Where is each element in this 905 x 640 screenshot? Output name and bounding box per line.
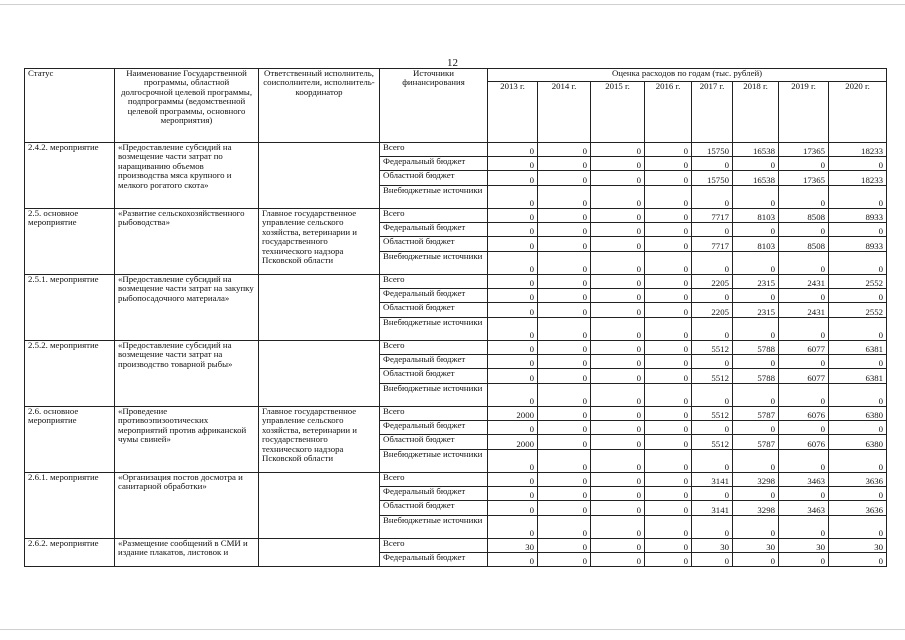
value-cell: 0	[645, 384, 692, 407]
value-cell: 0	[538, 384, 591, 407]
value-cell: 0	[829, 289, 887, 303]
value-cell: 0	[591, 355, 645, 369]
group-responsible	[259, 539, 380, 567]
value-cell: 0	[538, 252, 591, 275]
value-cell: 0	[591, 539, 645, 553]
value-cell: 5788	[733, 341, 779, 355]
source-label: Федеральный бюджет	[380, 421, 488, 435]
value-cell: 0	[488, 501, 538, 516]
value-cell: 0	[733, 487, 779, 501]
value-cell: 0	[538, 318, 591, 341]
value-cell: 0	[488, 318, 538, 341]
value-cell: 0	[591, 143, 645, 157]
value-cell: 2431	[779, 275, 829, 289]
value-cell: 0	[645, 487, 692, 501]
value-cell: 30	[779, 539, 829, 553]
value-cell: 0	[645, 318, 692, 341]
value-cell: 0	[488, 223, 538, 237]
value-cell: 0	[645, 516, 692, 539]
value-cell: 0	[779, 553, 829, 567]
value-cell: 7717	[692, 237, 733, 252]
value-cell: 6380	[829, 435, 887, 450]
value-cell: 0	[829, 355, 887, 369]
table-row	[25, 407, 887, 421]
value-cell: 0	[733, 186, 779, 209]
value-cell: 0	[829, 318, 887, 341]
source-label: Всего	[380, 143, 488, 157]
header-year: 2020 г.	[829, 82, 887, 143]
value-cell: 0	[538, 473, 591, 487]
source-label: Федеральный бюджет	[380, 223, 488, 237]
value-cell: 0	[591, 341, 645, 355]
value-cell: 0	[488, 487, 538, 501]
value-cell: 0	[829, 384, 887, 407]
value-cell: 0	[488, 355, 538, 369]
value-cell: 6076	[779, 407, 829, 421]
value-cell: 0	[779, 157, 829, 171]
value-cell: 18233	[829, 171, 887, 186]
source-label: Всего	[380, 407, 488, 421]
value-cell: 0	[488, 143, 538, 157]
value-cell: 0	[538, 369, 591, 384]
value-cell: 0	[733, 318, 779, 341]
value-cell: 0	[733, 355, 779, 369]
value-cell: 5787	[733, 435, 779, 450]
value-cell: 0	[645, 157, 692, 171]
source-label: Областной бюджет	[380, 435, 488, 450]
value-cell: 3636	[829, 501, 887, 516]
group-name: «Предоставление субсидий на возмещение части затрат на закупку рыбопосадочного материала»	[115, 275, 259, 341]
value-cell: 0	[591, 275, 645, 289]
source-label: Областной бюджет	[380, 501, 488, 516]
header-year: 2016 г.	[645, 82, 692, 143]
value-cell: 6077	[779, 369, 829, 384]
value-cell: 0	[692, 186, 733, 209]
value-cell: 0	[645, 539, 692, 553]
value-cell: 2552	[829, 303, 887, 318]
value-cell: 0	[538, 186, 591, 209]
value-cell: 16538	[733, 143, 779, 157]
value-cell: 0	[591, 186, 645, 209]
value-cell: 0	[692, 355, 733, 369]
value-cell: 0	[645, 237, 692, 252]
value-cell: 3141	[692, 501, 733, 516]
value-cell: 0	[645, 289, 692, 303]
value-cell: 8933	[829, 209, 887, 223]
value-cell: 0	[591, 318, 645, 341]
source-label: Федеральный бюджет	[380, 355, 488, 369]
value-cell: 0	[591, 407, 645, 421]
value-cell: 3636	[829, 473, 887, 487]
value-cell: 0	[591, 516, 645, 539]
value-cell: 0	[733, 450, 779, 473]
table-row	[25, 143, 887, 157]
value-cell: 0	[645, 407, 692, 421]
group-name: «Размещение сообщений в СМИ и издание плакатов, листовок и	[115, 539, 259, 567]
value-cell: 0	[488, 289, 538, 303]
value-cell: 0	[591, 303, 645, 318]
group-status: 2.5.2. мероприятие	[25, 341, 115, 407]
group-responsible	[259, 341, 380, 407]
value-cell: 0	[645, 252, 692, 275]
header-year: 2017 г.	[692, 82, 733, 143]
value-cell: 0	[591, 171, 645, 186]
group-responsible	[259, 275, 380, 341]
value-cell: 0	[488, 421, 538, 435]
value-cell: 0	[488, 516, 538, 539]
value-cell: 2205	[692, 275, 733, 289]
header-sources: Источники финансирования	[380, 69, 488, 143]
value-cell: 8103	[733, 237, 779, 252]
value-cell: 7717	[692, 209, 733, 223]
value-cell: 0	[733, 157, 779, 171]
group-status: 2.4.2. мероприятие	[25, 143, 115, 209]
header-year: 2019 г.	[779, 82, 829, 143]
value-cell: 2205	[692, 303, 733, 318]
value-cell: 0	[488, 473, 538, 487]
value-cell: 0	[829, 516, 887, 539]
value-cell: 8933	[829, 237, 887, 252]
value-cell: 0	[692, 384, 733, 407]
value-cell: 0	[829, 487, 887, 501]
value-cell: 0	[733, 384, 779, 407]
value-cell: 15750	[692, 143, 733, 157]
group-name: «Проведение противоэпизоотических мероприятий против африканской чумы свиней»	[115, 407, 259, 473]
value-cell: 0	[645, 223, 692, 237]
value-cell: 0	[591, 289, 645, 303]
value-cell: 0	[779, 252, 829, 275]
value-cell: 0	[591, 252, 645, 275]
value-cell: 0	[645, 341, 692, 355]
value-cell: 0	[645, 186, 692, 209]
group-name: «Предоставление субсидий на возмещение части затрат по наращиванию объемов производства мяса крупного и мелкого рогатого скота»	[115, 143, 259, 209]
group-responsible	[259, 473, 380, 539]
value-cell: 5512	[692, 369, 733, 384]
value-cell: 3298	[733, 473, 779, 487]
value-cell: 0	[733, 252, 779, 275]
value-cell: 0	[591, 369, 645, 384]
value-cell: 0	[779, 450, 829, 473]
source-label: Областной бюджет	[380, 171, 488, 186]
value-cell: 2552	[829, 275, 887, 289]
value-cell: 0	[488, 209, 538, 223]
value-cell: 0	[488, 384, 538, 407]
scan-edge-top	[0, 4, 905, 5]
value-cell: 0	[645, 450, 692, 473]
value-cell: 0	[733, 516, 779, 539]
value-cell: 0	[829, 252, 887, 275]
value-cell: 0	[779, 487, 829, 501]
value-cell: 0	[779, 289, 829, 303]
value-cell: 0	[779, 384, 829, 407]
scan-edge-bottom	[0, 629, 905, 630]
value-cell: 0	[538, 539, 591, 553]
header-status: Статус	[25, 69, 115, 143]
value-cell: 30	[692, 539, 733, 553]
value-cell: 0	[692, 157, 733, 171]
value-cell: 0	[591, 223, 645, 237]
value-cell: 0	[692, 223, 733, 237]
page-number: 12	[447, 57, 458, 69]
value-cell: 0	[538, 487, 591, 501]
source-label: Областной бюджет	[380, 303, 488, 318]
value-cell: 0	[692, 289, 733, 303]
value-cell: 0	[488, 157, 538, 171]
value-cell: 3298	[733, 501, 779, 516]
value-cell: 0	[645, 435, 692, 450]
value-cell: 30	[733, 539, 779, 553]
value-cell: 0	[591, 450, 645, 473]
value-cell: 6381	[829, 369, 887, 384]
value-cell: 6380	[829, 407, 887, 421]
value-cell: 0	[538, 435, 591, 450]
source-label: Всего	[380, 539, 488, 553]
group-status: 2.6. основное мероприятие	[25, 407, 115, 473]
value-cell: 0	[692, 553, 733, 567]
value-cell: 0	[538, 355, 591, 369]
value-cell: 0	[488, 171, 538, 186]
group-name: «Развитие сельскохозяйственного рыбоводства»	[115, 209, 259, 275]
value-cell: 0	[591, 501, 645, 516]
value-cell: 0	[488, 553, 538, 567]
source-label: Внебюджетные источники	[380, 516, 488, 539]
value-cell: 0	[692, 421, 733, 435]
value-cell: 0	[645, 473, 692, 487]
value-cell: 3463	[779, 473, 829, 487]
value-cell: 0	[591, 435, 645, 450]
value-cell: 0	[692, 516, 733, 539]
table-row	[25, 473, 887, 487]
value-cell: 0	[779, 186, 829, 209]
value-cell: 0	[591, 553, 645, 567]
value-cell: 0	[645, 421, 692, 435]
group-responsible	[259, 143, 380, 209]
value-cell: 5787	[733, 407, 779, 421]
value-cell: 0	[779, 223, 829, 237]
value-cell: 0	[488, 275, 538, 289]
group-status: 2.6.1. мероприятие	[25, 473, 115, 539]
header-name: Наименование Государственной программы, областной долгосрочной целевой программы, подпрограммы (ведомственной целевой программы, основного мероприятия)	[115, 69, 259, 143]
header-responsible: Ответственный исполнитель, соисполнители, исполнитель-координатор	[259, 69, 380, 143]
value-cell: 8508	[779, 209, 829, 223]
header-year: 2014 г.	[538, 82, 591, 143]
value-cell: 0	[829, 157, 887, 171]
value-cell: 30	[829, 539, 887, 553]
value-cell: 18233	[829, 143, 887, 157]
value-cell: 5788	[733, 369, 779, 384]
value-cell: 0	[779, 355, 829, 369]
value-cell: 0	[779, 318, 829, 341]
header-year: 2013 г.	[488, 82, 538, 143]
value-cell: 3141	[692, 473, 733, 487]
value-cell: 0	[591, 421, 645, 435]
value-cell: 0	[645, 553, 692, 567]
value-cell: 2315	[733, 275, 779, 289]
value-cell: 0	[538, 407, 591, 421]
source-label: Внебюджетные источники	[380, 318, 488, 341]
value-cell: 0	[733, 421, 779, 435]
source-label: Всего	[380, 341, 488, 355]
value-cell: 0	[538, 143, 591, 157]
value-cell: 0	[779, 516, 829, 539]
value-cell: 0	[692, 252, 733, 275]
value-cell: 2431	[779, 303, 829, 318]
source-label: Всего	[380, 473, 488, 487]
value-cell: 5512	[692, 407, 733, 421]
value-cell: 0	[591, 237, 645, 252]
value-cell: 0	[645, 355, 692, 369]
value-cell: 0	[488, 303, 538, 318]
value-cell: 0	[538, 275, 591, 289]
value-cell: 0	[538, 171, 591, 186]
value-cell: 0	[538, 516, 591, 539]
value-cell: 0	[488, 450, 538, 473]
value-cell: 0	[538, 450, 591, 473]
value-cell: 0	[692, 318, 733, 341]
value-cell: 2000	[488, 435, 538, 450]
expenditure-table	[24, 68, 887, 567]
value-cell: 0	[779, 421, 829, 435]
value-cell: 0	[692, 450, 733, 473]
value-cell: 6076	[779, 435, 829, 450]
value-cell: 2315	[733, 303, 779, 318]
value-cell: 17365	[779, 143, 829, 157]
source-label: Областной бюджет	[380, 237, 488, 252]
table-row	[25, 341, 887, 355]
value-cell: 0	[538, 157, 591, 171]
value-cell: 5512	[692, 341, 733, 355]
value-cell: 0	[692, 487, 733, 501]
value-cell: 0	[645, 369, 692, 384]
value-cell: 0	[829, 421, 887, 435]
value-cell: 0	[645, 143, 692, 157]
value-cell: 2000	[488, 407, 538, 421]
value-cell: 0	[829, 553, 887, 567]
value-cell: 17365	[779, 171, 829, 186]
source-label: Внебюджетные источники	[380, 252, 488, 275]
value-cell: 0	[829, 223, 887, 237]
group-responsible: Главное государственное управление сельского хозяйства, ветеринарии и государственного технического надзора Псковской области	[259, 407, 380, 473]
value-cell: 0	[645, 501, 692, 516]
value-cell: 0	[538, 341, 591, 355]
source-label: Федеральный бюджет	[380, 289, 488, 303]
value-cell: 0	[538, 209, 591, 223]
header-estimate: Оценка расходов по годам (тыс. рублей)	[488, 69, 887, 82]
value-cell: 0	[829, 186, 887, 209]
value-cell: 3463	[779, 501, 829, 516]
value-cell: 0	[538, 237, 591, 252]
value-cell: 0	[645, 171, 692, 186]
value-cell: 0	[488, 252, 538, 275]
table-row	[25, 539, 887, 553]
source-label: Федеральный бюджет	[380, 553, 488, 567]
value-cell: 0	[538, 289, 591, 303]
value-cell: 0	[645, 303, 692, 318]
value-cell: 0	[645, 209, 692, 223]
value-cell: 30	[488, 539, 538, 553]
value-cell: 0	[538, 553, 591, 567]
value-cell: 0	[488, 186, 538, 209]
value-cell: 0	[733, 223, 779, 237]
source-label: Всего	[380, 209, 488, 223]
source-label: Федеральный бюджет	[380, 487, 488, 501]
value-cell: 5512	[692, 435, 733, 450]
value-cell: 8508	[779, 237, 829, 252]
group-status: 2.5. основное мероприятие	[25, 209, 115, 275]
value-cell: 0	[591, 157, 645, 171]
source-label: Внебюджетные источники	[380, 450, 488, 473]
source-label: Внебюджетные источники	[380, 186, 488, 209]
value-cell: 15750	[692, 171, 733, 186]
value-cell: 0	[733, 553, 779, 567]
source-label: Всего	[380, 275, 488, 289]
value-cell: 0	[829, 450, 887, 473]
group-responsible: Главное государственное управление сельского хозяйства, ветеринарии и государственного технического надзора Псковской области	[259, 209, 380, 275]
value-cell: 16538	[733, 171, 779, 186]
group-name: «Организация постов досмотра и санитарной обработки»	[115, 473, 259, 539]
value-cell: 0	[645, 275, 692, 289]
value-cell: 0	[591, 473, 645, 487]
value-cell: 8103	[733, 209, 779, 223]
source-label: Областной бюджет	[380, 369, 488, 384]
value-cell: 0	[538, 223, 591, 237]
value-cell: 0	[538, 303, 591, 318]
source-label: Внебюджетные источники	[380, 384, 488, 407]
value-cell: 0	[488, 237, 538, 252]
value-cell: 0	[591, 384, 645, 407]
value-cell: 0	[488, 369, 538, 384]
value-cell: 6381	[829, 341, 887, 355]
group-status: 2.6.2. мероприятие	[25, 539, 115, 567]
value-cell: 0	[538, 501, 591, 516]
group-status: 2.5.1. мероприятие	[25, 275, 115, 341]
header-year: 2015 г.	[591, 82, 645, 143]
value-cell: 0	[591, 487, 645, 501]
value-cell: 0	[733, 289, 779, 303]
table-row	[25, 275, 887, 289]
value-cell: 0	[538, 421, 591, 435]
table-row	[25, 209, 887, 223]
source-label: Федеральный бюджет	[380, 157, 488, 171]
value-cell: 0	[591, 209, 645, 223]
group-name: «Предоставление субсидий на возмещение части затрат на производство товарной рыбы»	[115, 341, 259, 407]
header-year: 2018 г.	[733, 82, 779, 143]
value-cell: 6077	[779, 341, 829, 355]
value-cell: 0	[488, 341, 538, 355]
